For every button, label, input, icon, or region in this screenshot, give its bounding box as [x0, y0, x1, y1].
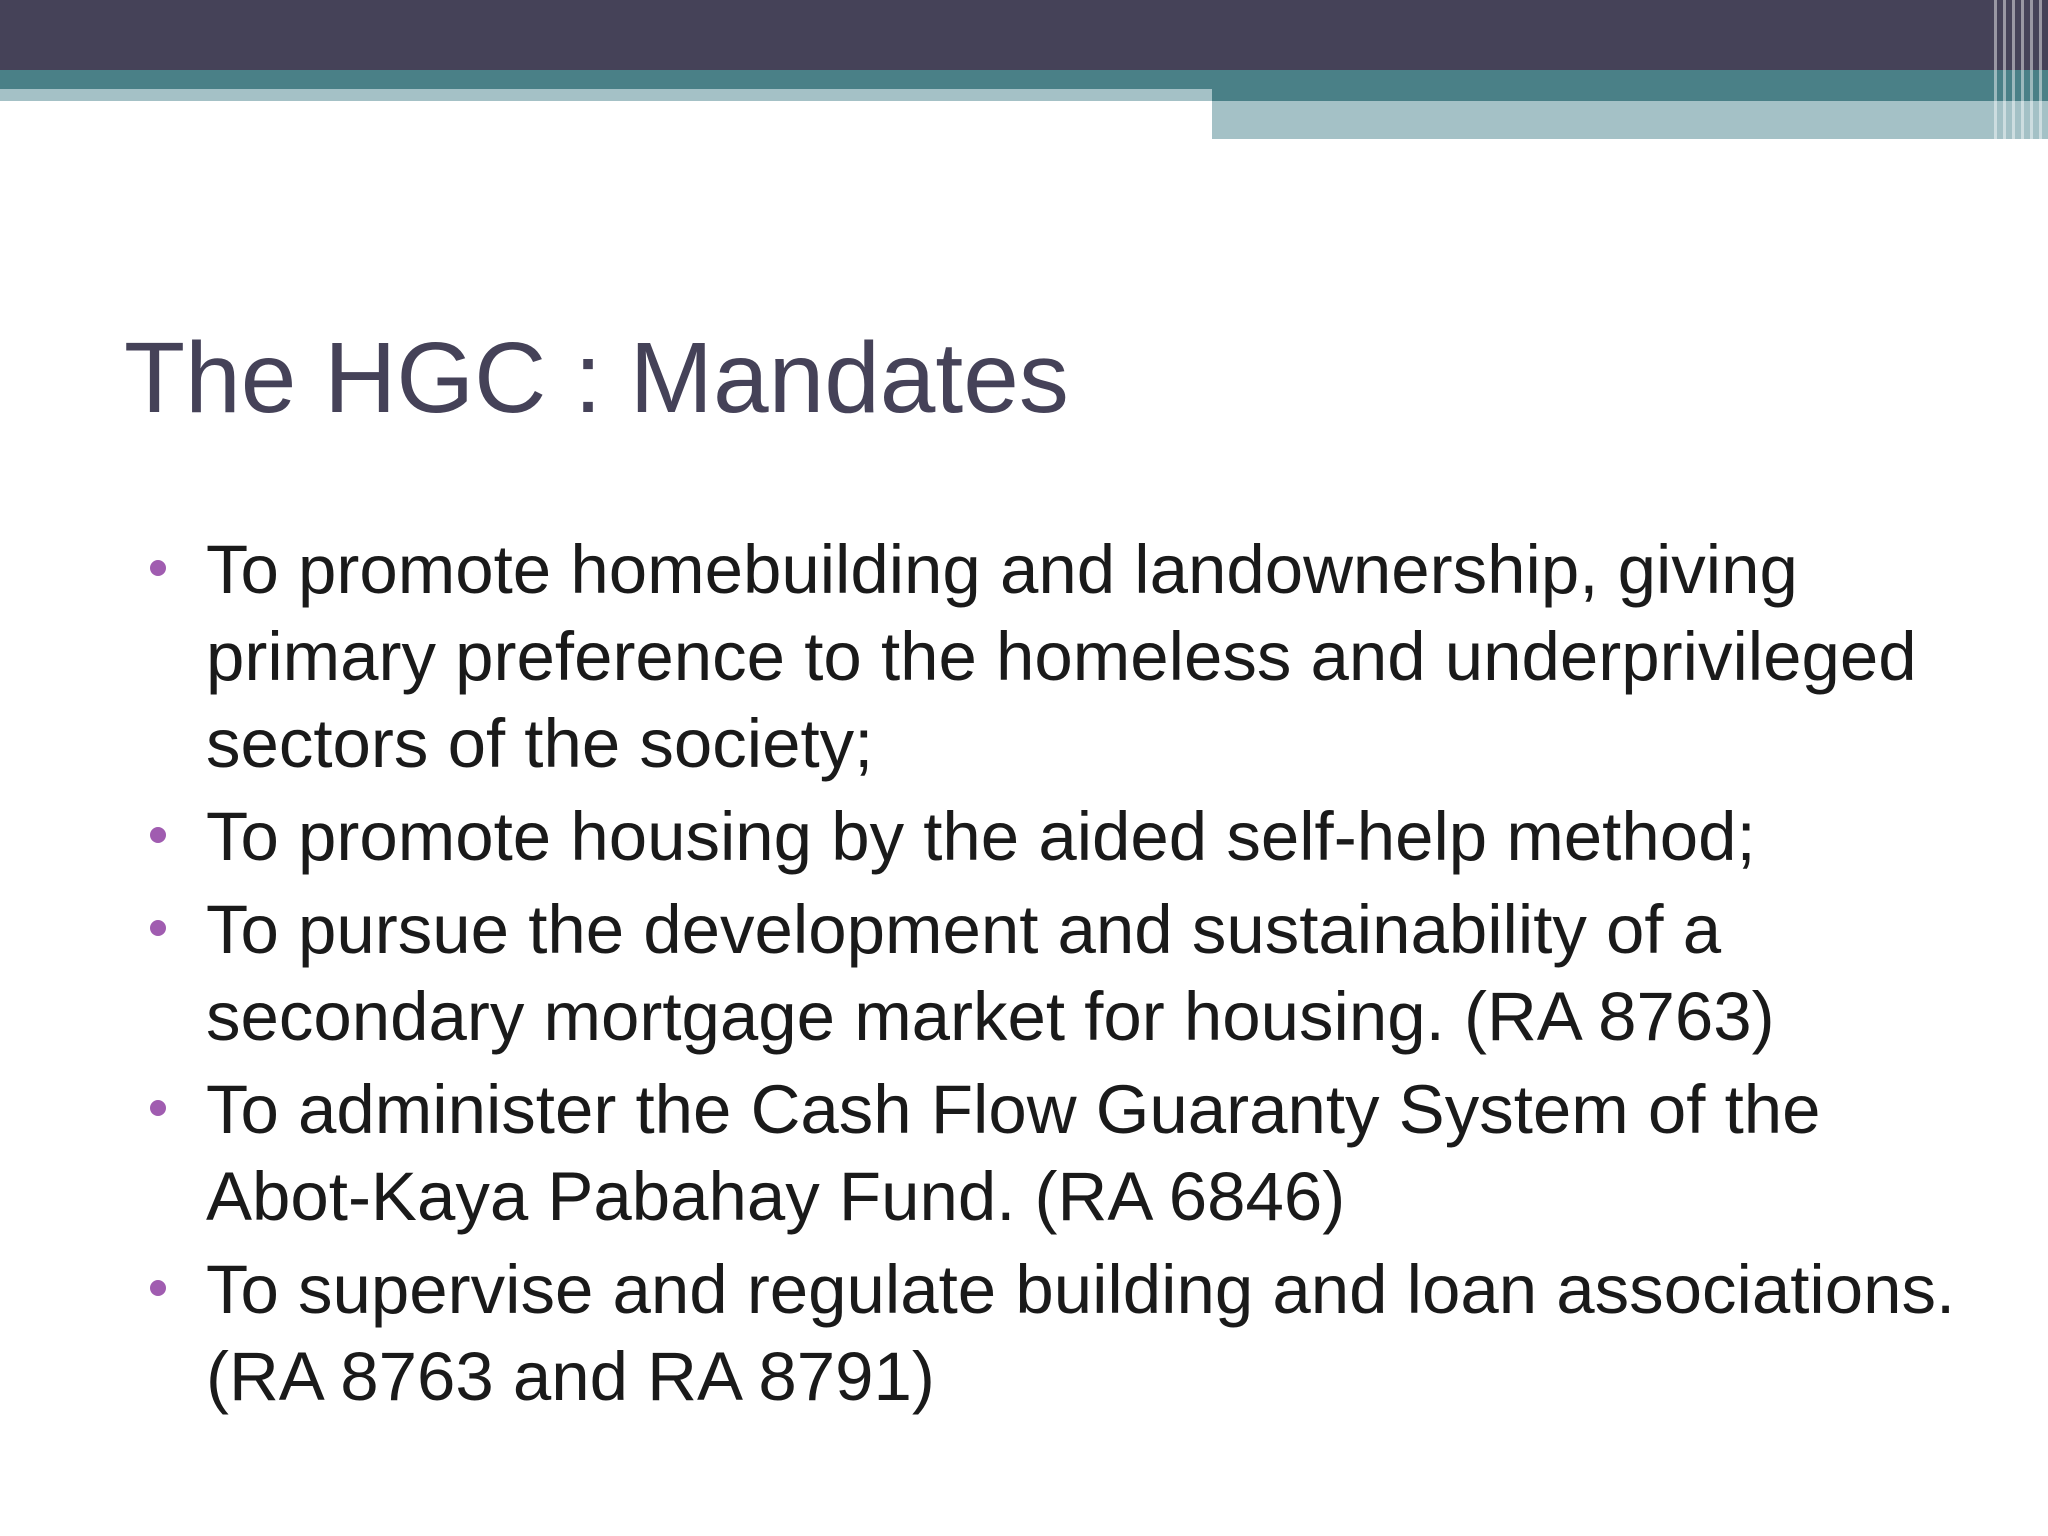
slide-title: The HGC : Mandates — [124, 322, 1069, 434]
bullet-text: To promote housing by the aided self-help method; — [206, 798, 1756, 875]
bullet-item — [150, 526, 1980, 787]
bullet-dot-icon — [150, 827, 166, 843]
bullet-item — [150, 886, 1980, 1060]
bullet-item — [150, 1066, 1980, 1240]
bullet-dot-icon — [150, 1280, 166, 1296]
header-bar-light-right — [1212, 101, 2048, 139]
header-bar-light-left — [0, 89, 1212, 101]
bullet-list — [150, 526, 1980, 1426]
bullet-text: To promote homebuilding and landownership, giving primary preference to the homeless and underprivileged sectors of the society; — [206, 531, 1917, 782]
bullet-dot-icon — [150, 1100, 166, 1116]
bullet-dot-icon — [150, 920, 166, 936]
bullet-item — [150, 1246, 1980, 1420]
bullet-text: To pursue the development and sustainability of a secondary mortgage market for housing. (RA 8763) — [206, 891, 1775, 1055]
bullet-dot-icon — [150, 560, 166, 576]
bullet-item — [150, 793, 1980, 880]
bullet-text: To supervise and regulate building and loan associations. (RA 8763 and RA 8791) — [206, 1251, 1956, 1415]
bullet-text: To administer the Cash Flow Guaranty System of the Abot-Kaya Pabahay Fund. (RA 6846) — [206, 1071, 1821, 1235]
header-stripes — [1988, 0, 2048, 139]
header-bar-dark — [0, 0, 2048, 70]
